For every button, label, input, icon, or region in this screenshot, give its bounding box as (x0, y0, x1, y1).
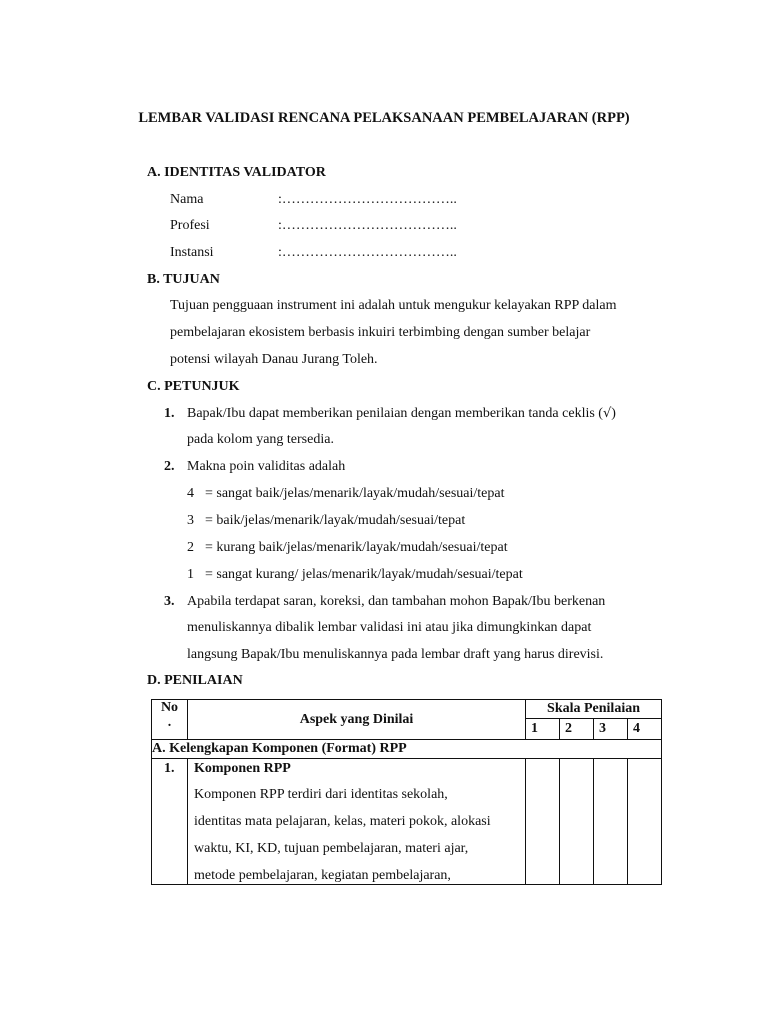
item-desc-line-3: waktu, KI, KD, tujuan pembelajaran, materi ajar, (194, 841, 469, 856)
header-no: No . (152, 700, 188, 740)
item-desc-line-1: Komponen RPP terdiri dari identitas sekolah, (194, 787, 448, 802)
petunjuk-2-line-1: Makna poin validitas adalah (187, 459, 346, 474)
field-label-nama: Nama (170, 192, 204, 207)
petunjuk-1-line-1: Bapak/Ibu dapat memberikan penilaian dengan memberikan tanda ceklis (√) (187, 406, 616, 421)
score-header-3: 3 (594, 719, 628, 740)
scale-text-4: = sangat baik/jelas/menarik/layak/mudah/sesuai/tepat (205, 486, 505, 501)
petunjuk-1-line-2: pada kolom yang tersedia. (187, 432, 334, 447)
item-title: Komponen RPP (194, 761, 291, 776)
petunjuk-3-line-3: langsung Bapak/Ibu menuliskannya pada lembar draft yang harus direvisi. (187, 647, 604, 662)
scale-text-2: = kurang baik/jelas/menarik/layak/mudah/sesuai/tepat (205, 540, 508, 555)
petunjuk-3-line-2: menuliskannya dibalik lembar validasi ini atau jika dimungkinkan dapat (187, 620, 592, 635)
section-c-heading: C. PETUNJUK (147, 379, 240, 394)
section-b-heading: B. TUJUAN (147, 272, 220, 287)
field-value-instansi[interactable]: :……………………………….. (278, 245, 457, 260)
score-header-1: 1 (526, 719, 560, 740)
scale-number-1: 1 (187, 567, 194, 582)
score-cell-2[interactable] (560, 759, 594, 885)
field-label-profesi: Profesi (170, 218, 210, 233)
table-header-row (152, 700, 662, 719)
checkmark-icon: √ (602, 406, 612, 421)
score-header-2: 2 (560, 719, 594, 740)
item-number: 1. (152, 759, 188, 885)
scale-number-3: 3 (187, 513, 194, 528)
item-desc-line-4: metode pembelajaran, kegiatan pembelajaran, (194, 868, 451, 883)
tujuan-line-2: pembelajaran ekosistem berbasis inkuiri terbimbing dengan sumber belajar (170, 325, 591, 340)
score-cell-3[interactable] (594, 759, 628, 885)
score-cell-4[interactable] (628, 759, 662, 885)
field-value-profesi[interactable]: :……………………………….. (278, 218, 457, 233)
petunjuk-number-2: 2. (164, 459, 175, 474)
table-section-row (152, 740, 662, 759)
table-row (152, 759, 662, 885)
section-d-heading: D. PENILAIAN (147, 673, 243, 688)
item-aspek (188, 759, 526, 885)
header-aspek: Aspek yang Dinilai (188, 700, 526, 740)
scale-number-4: 4 (187, 486, 194, 501)
field-label-instansi: Instansi (170, 245, 214, 260)
header-skala-penilaian: Skala Penilaian (526, 700, 662, 719)
field-value-nama[interactable]: :……………………………….. (278, 192, 457, 207)
scale-number-2: 2 (187, 540, 194, 555)
tujuan-line-1: Tujuan pengguaan instrument ini adalah untuk mengukur kelayakan RPP dalam (170, 298, 617, 313)
tujuan-line-3: potensi wilayah Danau Jurang Toleh. (170, 352, 378, 367)
section-a-heading: A. IDENTITAS VALIDATOR (147, 165, 326, 180)
scale-text-1: = sangat kurang/ jelas/menarik/layak/mudah/sesuai/tepat (205, 567, 523, 582)
item-desc-line-2: identitas mata pelajaran, kelas, materi pokok, alokasi (194, 814, 491, 829)
penilaian-table (151, 699, 662, 885)
petunjuk-number-3: 3. (164, 594, 175, 609)
scale-text-3: = baik/jelas/menarik/layak/mudah/sesuai/tepat (205, 513, 466, 528)
petunjuk-number-1: 1. (164, 406, 175, 421)
document-title: LEMBAR VALIDASI RENCANA PELAKSANAAN PEMBELAJARAN (RPP) (138, 110, 630, 126)
section-a-label: A. Kelengkapan Komponen (Format) RPP (152, 740, 662, 759)
petunjuk-3-line-1: Apabila terdapat saran, koreksi, dan tambahan mohon Bapak/Ibu berkenan (187, 594, 606, 609)
score-cell-1[interactable] (526, 759, 560, 885)
score-header-4: 4 (628, 719, 662, 740)
